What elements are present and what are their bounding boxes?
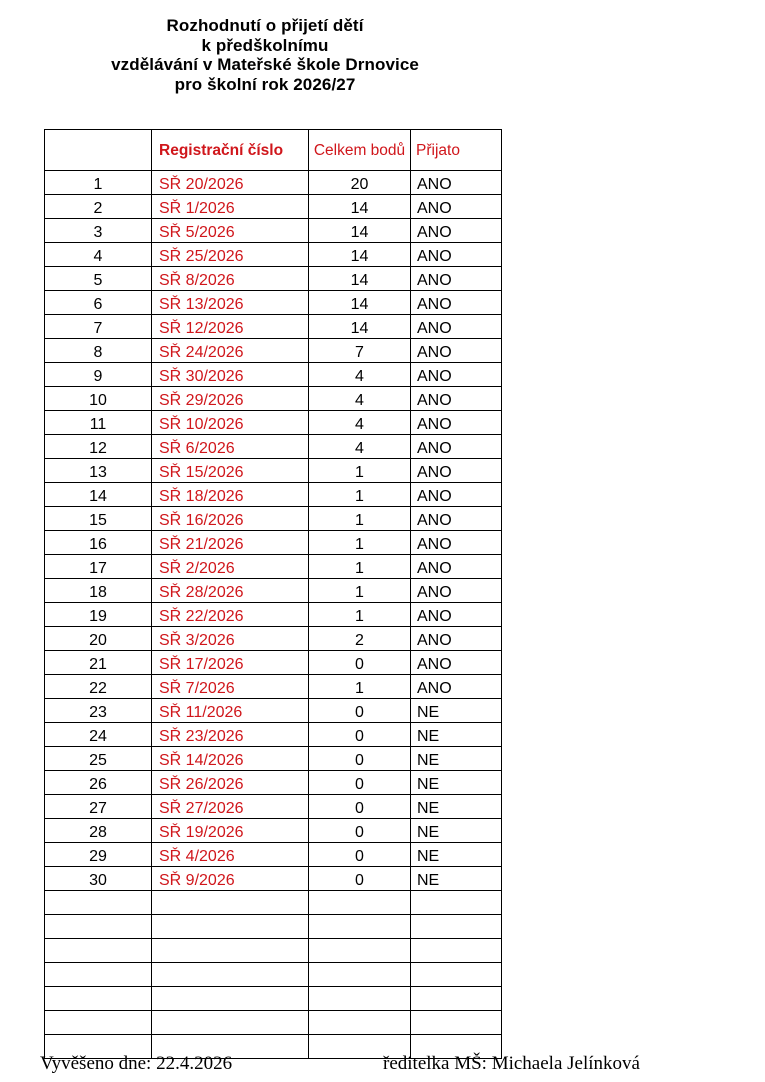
total-points-cell	[309, 987, 411, 1011]
registration-number-cell	[152, 939, 309, 963]
accepted-cell	[411, 891, 502, 915]
row-number-cell: 8	[45, 339, 152, 363]
total-points-cell	[309, 1011, 411, 1035]
table-row	[45, 243, 502, 267]
header-accepted: Přijato	[411, 130, 502, 171]
total-points-cell: 0	[309, 699, 411, 723]
table-row	[45, 891, 502, 915]
accepted-cell: ANO	[411, 507, 502, 531]
accepted-cell	[411, 939, 502, 963]
row-number-cell	[45, 987, 152, 1011]
accepted-cell	[411, 915, 502, 939]
registration-number-cell: SŘ 20/2026	[152, 171, 309, 195]
total-points-cell: 4	[309, 435, 411, 459]
accepted-cell: ANO	[411, 387, 502, 411]
table-row	[45, 195, 502, 219]
accepted-cell: ANO	[411, 243, 502, 267]
table-row	[45, 915, 502, 939]
title-line-4: pro školní rok 2026/27	[174, 74, 356, 94]
table-row	[45, 411, 502, 435]
total-points-cell: 20	[309, 171, 411, 195]
director-signature-line: ředitelka MŠ: Michaela Jelínková	[383, 1053, 640, 1074]
table-row	[45, 867, 502, 891]
accepted-cell: ANO	[411, 651, 502, 675]
registration-number-cell: SŘ 28/2026	[152, 579, 309, 603]
row-number-cell: 30	[45, 867, 152, 891]
registration-number-cell: SŘ 5/2026	[152, 219, 309, 243]
header-total-points: Celkem bodů	[309, 130, 411, 171]
table-row	[45, 699, 502, 723]
accepted-cell: ANO	[411, 435, 502, 459]
row-number-cell: 27	[45, 795, 152, 819]
registration-number-cell: SŘ 6/2026	[152, 435, 309, 459]
row-number-cell: 25	[45, 747, 152, 771]
table-row	[45, 843, 502, 867]
total-points-cell	[309, 939, 411, 963]
total-points-cell	[309, 963, 411, 987]
accepted-cell: ANO	[411, 483, 502, 507]
table-row	[45, 579, 502, 603]
accepted-cell: NE	[411, 747, 502, 771]
table-row	[45, 291, 502, 315]
table-body	[45, 171, 502, 1059]
total-points-cell: 0	[309, 843, 411, 867]
registration-number-cell: SŘ 17/2026	[152, 651, 309, 675]
registration-number-cell: SŘ 18/2026	[152, 483, 309, 507]
registration-number-cell: SŘ 16/2026	[152, 507, 309, 531]
accepted-cell: ANO	[411, 171, 502, 195]
accepted-cell: NE	[411, 699, 502, 723]
row-number-cell: 22	[45, 675, 152, 699]
accepted-cell: ANO	[411, 579, 502, 603]
title-line-2: k předškolnímu	[201, 35, 329, 55]
total-points-cell: 1	[309, 531, 411, 555]
total-points-cell: 14	[309, 267, 411, 291]
registration-number-cell: SŘ 30/2026	[152, 363, 309, 387]
row-number-cell: 7	[45, 315, 152, 339]
accepted-cell: NE	[411, 795, 502, 819]
total-points-cell: 0	[309, 723, 411, 747]
registration-number-cell: SŘ 12/2026	[152, 315, 309, 339]
registration-number-cell	[152, 963, 309, 987]
table-row	[45, 651, 502, 675]
accepted-cell: ANO	[411, 603, 502, 627]
total-points-cell: 0	[309, 867, 411, 891]
row-number-cell: 20	[45, 627, 152, 651]
registration-number-cell: SŘ 13/2026	[152, 291, 309, 315]
accepted-cell: ANO	[411, 195, 502, 219]
table-row	[45, 819, 502, 843]
total-points-cell: 0	[309, 651, 411, 675]
row-number-cell: 11	[45, 411, 152, 435]
row-number-cell: 24	[45, 723, 152, 747]
row-number-cell: 26	[45, 771, 152, 795]
registration-number-cell: SŘ 14/2026	[152, 747, 309, 771]
accepted-cell: ANO	[411, 363, 502, 387]
table-row	[45, 555, 502, 579]
table-row	[45, 171, 502, 195]
accepted-cell: ANO	[411, 459, 502, 483]
total-points-cell: 1	[309, 579, 411, 603]
table-row	[45, 603, 502, 627]
total-points-cell: 4	[309, 387, 411, 411]
registration-number-cell: SŘ 9/2026	[152, 867, 309, 891]
table-row	[45, 219, 502, 243]
row-number-cell: 9	[45, 363, 152, 387]
registration-number-cell: SŘ 3/2026	[152, 627, 309, 651]
accepted-cell: ANO	[411, 219, 502, 243]
registration-number-cell	[152, 915, 309, 939]
row-number-cell: 29	[45, 843, 152, 867]
accepted-cell: NE	[411, 771, 502, 795]
accepted-cell: NE	[411, 867, 502, 891]
registration-number-cell: SŘ 10/2026	[152, 411, 309, 435]
total-points-cell	[309, 891, 411, 915]
accepted-cell: ANO	[411, 411, 502, 435]
table-row	[45, 723, 502, 747]
row-number-cell: 23	[45, 699, 152, 723]
row-number-cell	[45, 1011, 152, 1035]
total-points-cell: 2	[309, 627, 411, 651]
total-points-cell: 0	[309, 747, 411, 771]
table-row	[45, 795, 502, 819]
admission-results-table	[44, 129, 502, 1059]
title-line-3: vzdělávání v Mateřské škole Drnovice	[111, 55, 419, 74]
table-row	[45, 531, 502, 555]
table-row	[45, 387, 502, 411]
registration-number-cell: SŘ 21/2026	[152, 531, 309, 555]
table-row	[45, 1011, 502, 1035]
row-number-cell: 12	[45, 435, 152, 459]
accepted-cell: ANO	[411, 531, 502, 555]
row-number-cell: 10	[45, 387, 152, 411]
total-points-cell: 14	[309, 291, 411, 315]
table-row	[45, 627, 502, 651]
row-number-cell: 15	[45, 507, 152, 531]
total-points-cell: 1	[309, 507, 411, 531]
registration-number-cell: SŘ 27/2026	[152, 795, 309, 819]
total-points-cell: 1	[309, 603, 411, 627]
table-row	[45, 747, 502, 771]
accepted-cell: NE	[411, 843, 502, 867]
table-row	[45, 435, 502, 459]
row-number-cell: 1	[45, 171, 152, 195]
table-row	[45, 939, 502, 963]
row-number-cell: 14	[45, 483, 152, 507]
table-row	[45, 315, 502, 339]
row-number-cell: 2	[45, 195, 152, 219]
registration-number-cell: SŘ 29/2026	[152, 387, 309, 411]
row-number-cell: 13	[45, 459, 152, 483]
row-number-cell: 4	[45, 243, 152, 267]
row-number-cell: 21	[45, 651, 152, 675]
row-number-cell	[45, 891, 152, 915]
posted-date: Vyvěšeno dne: 22.4.2026	[40, 1053, 233, 1074]
row-number-cell: 28	[45, 819, 152, 843]
row-number-cell	[45, 915, 152, 939]
total-points-cell: 7	[309, 339, 411, 363]
accepted-cell	[411, 1011, 502, 1035]
total-points-cell: 1	[309, 555, 411, 579]
accepted-cell: ANO	[411, 627, 502, 651]
registration-number-cell: SŘ 2/2026	[152, 555, 309, 579]
row-number-cell: 3	[45, 219, 152, 243]
accepted-cell: ANO	[411, 675, 502, 699]
registration-number-cell: SŘ 1/2026	[152, 195, 309, 219]
row-number-cell	[45, 939, 152, 963]
row-number-cell: 18	[45, 579, 152, 603]
registration-number-cell: SŘ 7/2026	[152, 675, 309, 699]
table-row	[45, 339, 502, 363]
registration-number-cell	[152, 891, 309, 915]
table-row	[45, 267, 502, 291]
registration-number-cell: SŘ 15/2026	[152, 459, 309, 483]
registration-number-cell: SŘ 11/2026	[152, 699, 309, 723]
accepted-cell: ANO	[411, 555, 502, 579]
total-points-cell	[309, 915, 411, 939]
total-points-cell: 1	[309, 483, 411, 507]
table-row	[45, 507, 502, 531]
total-points-cell: 14	[309, 315, 411, 339]
document-title	[0, 16, 530, 94]
row-number-cell: 17	[45, 555, 152, 579]
table-row	[45, 675, 502, 699]
header-number	[45, 130, 152, 171]
accepted-cell: NE	[411, 723, 502, 747]
accepted-cell: ANO	[411, 339, 502, 363]
header-registration-number: Registrační číslo	[152, 130, 309, 171]
accepted-cell: ANO	[411, 315, 502, 339]
registration-number-cell: SŘ 24/2026	[152, 339, 309, 363]
total-points-cell: 4	[309, 363, 411, 387]
registration-number-cell: SŘ 23/2026	[152, 723, 309, 747]
table-row	[45, 987, 502, 1011]
table-row	[45, 483, 502, 507]
table-header-row	[45, 130, 502, 171]
total-points-cell: 0	[309, 771, 411, 795]
row-number-cell: 6	[45, 291, 152, 315]
table-row	[45, 363, 502, 387]
accepted-cell: NE	[411, 819, 502, 843]
total-points-cell: 0	[309, 819, 411, 843]
table-row	[45, 771, 502, 795]
registration-number-cell: SŘ 22/2026	[152, 603, 309, 627]
registration-number-cell: SŘ 8/2026	[152, 267, 309, 291]
row-number-cell	[45, 963, 152, 987]
registration-number-cell: SŘ 25/2026	[152, 243, 309, 267]
total-points-cell: 14	[309, 219, 411, 243]
accepted-cell: ANO	[411, 291, 502, 315]
total-points-cell: 1	[309, 675, 411, 699]
total-points-cell: 1	[309, 459, 411, 483]
row-number-cell: 16	[45, 531, 152, 555]
table-row	[45, 459, 502, 483]
total-points-cell: 4	[309, 411, 411, 435]
registration-number-cell: SŘ 19/2026	[152, 819, 309, 843]
registration-number-cell	[152, 1011, 309, 1035]
registration-number-cell: SŘ 4/2026	[152, 843, 309, 867]
total-points-cell: 14	[309, 195, 411, 219]
accepted-cell	[411, 987, 502, 1011]
accepted-cell: ANO	[411, 267, 502, 291]
total-points-cell: 14	[309, 243, 411, 267]
row-number-cell: 19	[45, 603, 152, 627]
accepted-cell	[411, 963, 502, 987]
registration-number-cell	[152, 987, 309, 1011]
registration-number-cell: SŘ 26/2026	[152, 771, 309, 795]
total-points-cell: 0	[309, 795, 411, 819]
table-row	[45, 963, 502, 987]
title-line-1: Rozhodnutí o přijetí dětí	[166, 16, 364, 35]
row-number-cell: 5	[45, 267, 152, 291]
